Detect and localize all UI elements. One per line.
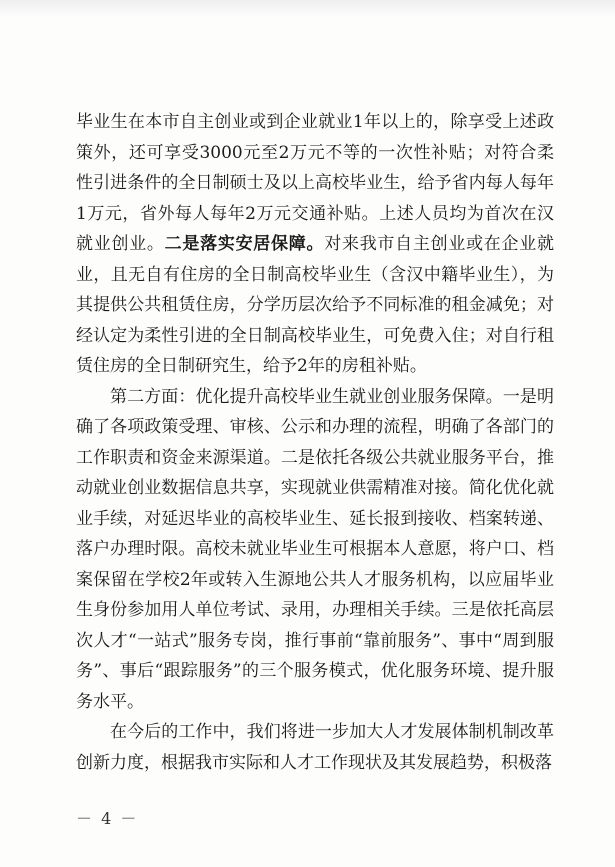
document-body — [76, 107, 554, 778]
scan-shadow — [0, 0, 615, 18]
page-number: － 4 － — [76, 809, 139, 828]
paragraph-1 — [76, 107, 554, 382]
text-segment: 第二方面：优化提升高校毕业生就业创业服务保障。一是明确了各项政策受理、审核、公示和办理的流程，明确了各部门的工作职责和资金来源渠道。二是依托各级公共就业服务平台，推动就业创业数据信息共享，实现就业供需精准对接。简化优化就业手续，对延迟毕业的高校毕业生、延长报到接收、档案转递、落户办理时限。高校未就业毕业生可根据本人意愿，将户口、档案保留在学校2年或转入生源地公共人才服务机构，以应届毕业生身份参加用人单位考试、录用，办理相关手续。三是依托高层次人才“一站式”服务专岗，推行事前“靠前服务”、事中“周到服务”、事后“跟踪服务”的三个服务模式，优化服务环境、提升服务水平。 — [76, 386, 554, 712]
text-segment: 在今后的工作中，我们将进一步加大人才发展体制机制改革创新力度，根据我市实际和人才工作现状及其发展趋势，积极落 — [76, 722, 554, 773]
bold-heading-segment: 二是落实安居保障。 — [164, 234, 325, 254]
text-segment: 毕业生在本市自主创业或到企业就业1年以上的，除享受上述政策外，还可享受3000元至2万元不等的一次性补贴；对符合柔性引进条件的全日制硕士及以上高校毕业生，给予省内每人每年1万元，省外每人每年2万元交通补贴。上述人员均为首次在汉就业创业。 — [76, 112, 554, 254]
paragraph-2 — [76, 382, 554, 718]
text-segment: 对来我市自主创业或在企业就业，且无自有住房的全日制高校毕业生（含汉中籍毕业生），为其提供公共租赁住房，分学历层次给予不同标准的租金减免；对经认定为柔性引进的全日制高校毕业生，可免费入住；对自行租赁住房的全日制研究生，给予2年的房租补贴。 — [76, 234, 555, 376]
paragraph-3 — [76, 717, 554, 778]
